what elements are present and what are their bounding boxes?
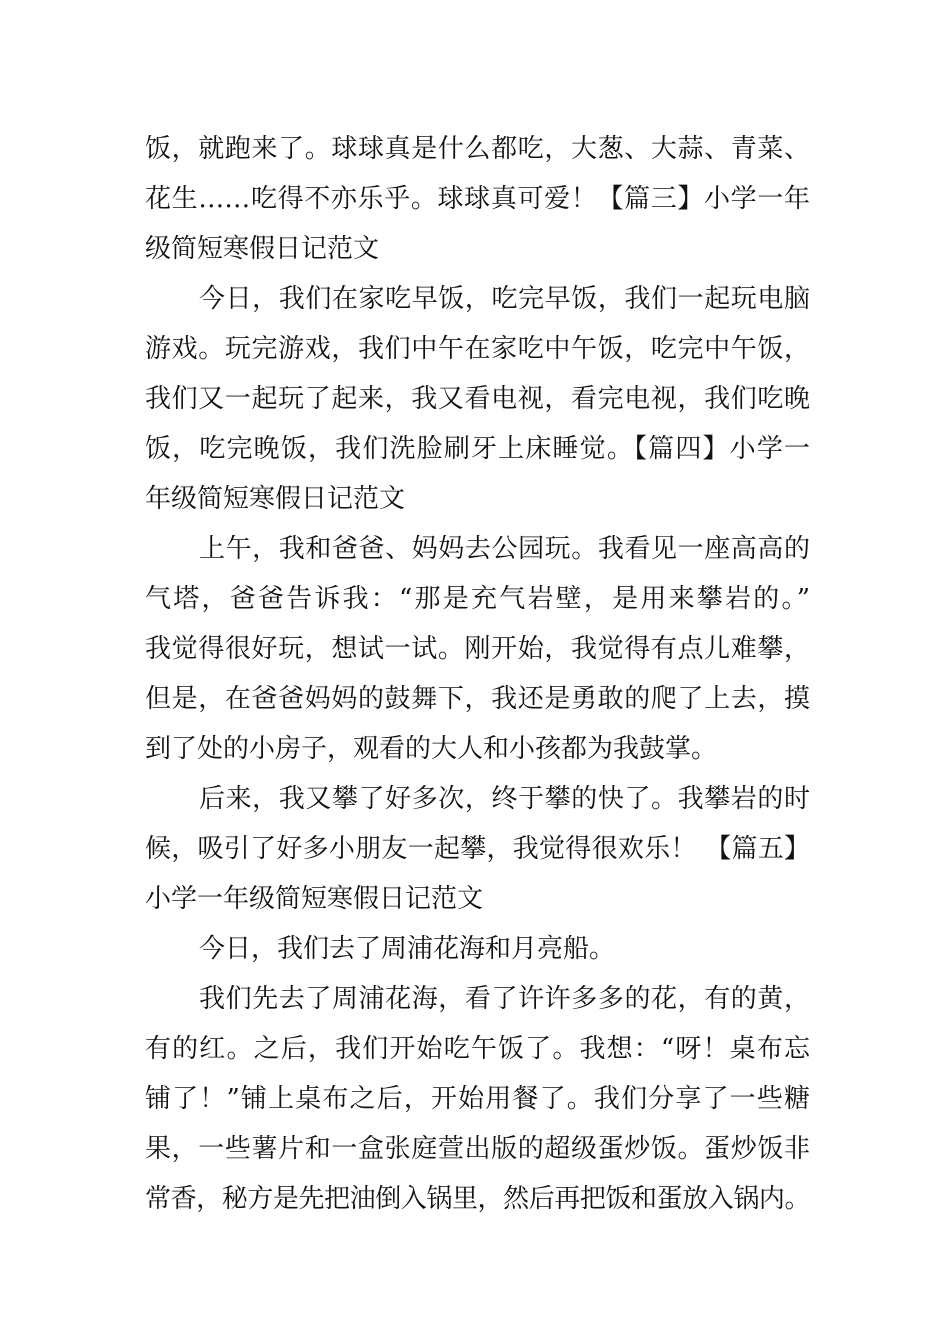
- text-line: 级简短寒假日记范文: [145, 234, 380, 264]
- text-line: 后来，我又攀了好多次，终于攀的快了。我攀岩的时: [199, 784, 810, 814]
- text-line: 今日，我们去了周浦花海和月亮船。: [199, 934, 616, 964]
- text-line: 我们先去了周浦花海，看了许许多多的花，有的黄，: [199, 984, 810, 1014]
- text-line: 我们又一起玩了起来，我又看电视，看完电视，我们吃晚: [145, 384, 810, 414]
- text-line: 果，一些薯片和一盒张庭萱出版的超级蛋炒饭。蛋炒饭非: [145, 1134, 810, 1164]
- text-line: 候，吸引了好多小朋友一起攀，我觉得很欢乐！ 【篇五】: [145, 834, 810, 864]
- text-line: 气塔，爸爸告诉我：“那是充气岩壁，是用来攀岩的。”: [145, 584, 810, 614]
- text-line: 上午，我和爸爸、妈妈去公园玩。我看见一座高高的: [199, 534, 810, 564]
- text-line: 饭，吃完晚饭，我们洗脸刷牙上床睡觉。【篇四】小学一: [145, 434, 810, 464]
- text-line: 常香，秘方是先把油倒入锅里，然后再把饭和蛋放入锅内。: [145, 1184, 810, 1214]
- text-line: 年级简短寒假日记范文: [145, 484, 406, 514]
- text-line: 铺了！”铺上桌布之后，开始用餐了。我们分享了一些糖: [145, 1084, 810, 1114]
- text-line: 但是，在爸爸妈妈的鼓舞下，我还是勇敢的爬了上去，摸: [145, 684, 810, 714]
- text-line: 到了处的小房子，观看的大人和小孩都为我鼓掌。: [145, 734, 718, 764]
- text-line: 小学一年级简短寒假日记范文: [145, 884, 484, 914]
- text-line: 游戏。玩完游戏，我们中午在家吃中午饭，吃完中午饭，: [145, 334, 810, 364]
- text-line: 饭，就跑来了。球球真是什么都吃，大葱、大蒜、青菜、: [145, 134, 810, 164]
- text-line: 今日，我们在家吃早饭，吃完早饭，我们一起玩电脑: [199, 284, 810, 314]
- document-body: [145, 124, 810, 1224]
- text-line: 有的红。之后，我们开始吃午饭了。我想：“呀！桌布忘: [145, 1034, 810, 1064]
- text-line: 我觉得很好玩，想试一试。刚开始，我觉得有点儿难攀，: [145, 634, 810, 664]
- text-line: 花生……吃得不亦乐乎。球球真可爱！【篇三】小学一年: [145, 184, 810, 214]
